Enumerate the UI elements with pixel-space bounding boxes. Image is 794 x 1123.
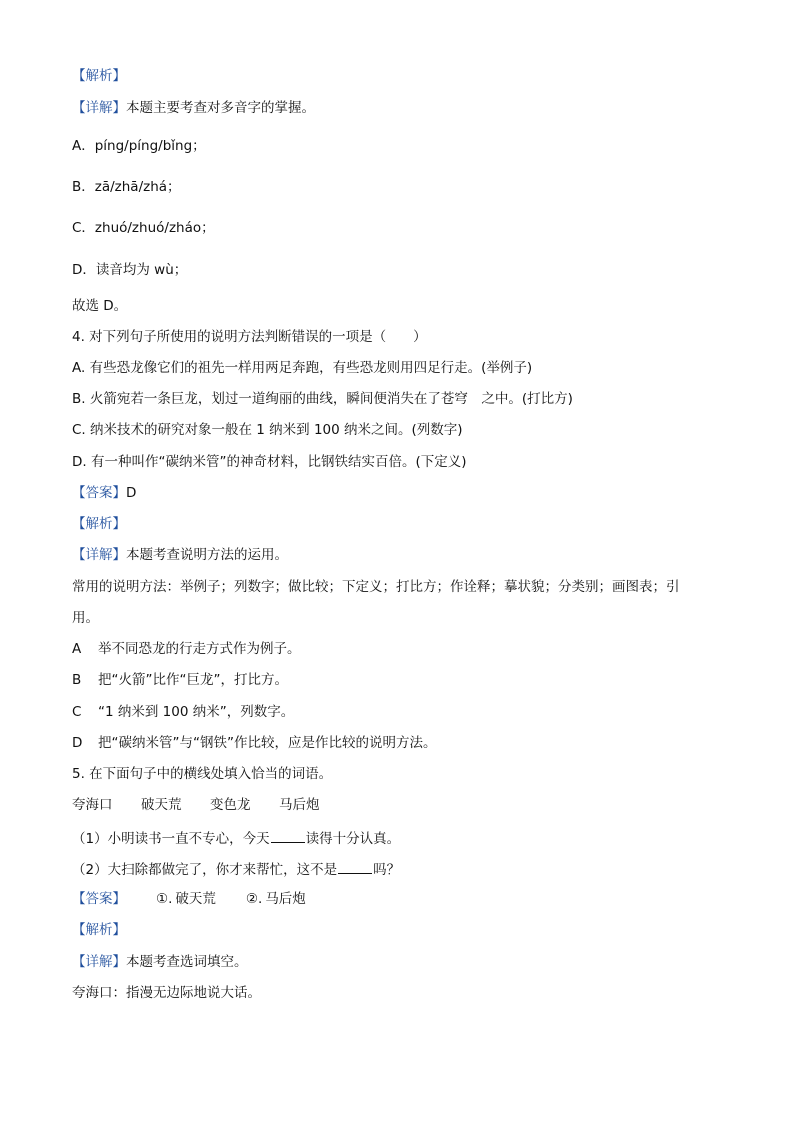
answer-tag: 【答案】	[72, 485, 126, 501]
q4-common-methods-line1: 常用的说明方法：举例子；列数字；做比较；下定义；打比方；作诠释；摹状貌；分类别；画图表；引	[72, 579, 680, 595]
fill-blank	[338, 859, 372, 874]
q4-explanation-a	[72, 640, 301, 658]
sentence-text: （1）小明读书一直不专心，今天	[72, 831, 270, 847]
detail-tag: 【详解】	[72, 547, 126, 563]
explanation-letter: B	[72, 672, 82, 688]
explanation-text: 把“火箭”比作“巨龙”，打比方。	[98, 672, 288, 688]
sentence-text: （2）大扫除都做完了，你才来帮忙，这不是	[72, 862, 338, 878]
q4-common-methods-line2: 用。	[72, 610, 99, 626]
answer-value: D	[126, 485, 137, 501]
q5-answer	[72, 890, 306, 908]
q3-conclusion: 故选 D。	[72, 298, 128, 314]
q4-analysis-heading	[72, 515, 126, 533]
q3-analysis-heading	[72, 67, 126, 85]
sentence-text: 吗？	[373, 862, 401, 878]
detail-tag: 【详解】	[72, 100, 126, 116]
q5-word-definition: 夸海口：指漫无边际地说大话。	[72, 985, 261, 1001]
answer-word: 马后炮	[265, 891, 306, 907]
q4-option-a: A. 有些恐龙像它们的祖先一样用两足奔跑，有些恐龙则用四足行走。(举例子)	[72, 360, 533, 376]
answer-tag: 【答案】	[72, 891, 126, 907]
q4-option-c: C. 纳米技术的研究对象一般在 1 纳米到 100 纳米之间。(列数字)	[72, 422, 463, 438]
word-option: 夸海口	[72, 797, 113, 813]
fill-blank	[271, 828, 305, 843]
detail-tag: 【详解】	[72, 954, 126, 970]
q4-option-b: B. 火箭宛若一条巨龙，划过一道绚丽的曲线，瞬间便消失在了苍穹 之中。(打比方)	[72, 391, 573, 407]
q3-option-b: B．zā/zhā/zhá；	[72, 179, 181, 195]
q4-answer	[72, 484, 136, 502]
answer-mark: ②.	[245, 891, 263, 907]
q4-option-d: D. 有一种叫作“碳纳米管”的神奇材料，比钢铁结实百倍。(下定义)	[72, 454, 467, 470]
q3-option-d: D．读音均为 wù；	[72, 262, 188, 278]
q4-explanation-d	[72, 734, 436, 752]
q3-detail	[72, 99, 315, 117]
explanation-text: 把“碳纳米管”与“钢铁”作比较，应是作比较的说明方法。	[98, 735, 437, 751]
q5-stem: 5. 在下面句子中的横线处填入恰当的词语。	[72, 766, 333, 782]
q5-analysis-heading	[72, 921, 126, 939]
explanation-text: 举不同恐龙的行走方式作为例子。	[98, 641, 301, 657]
q5-word-bank	[72, 796, 320, 814]
word-option: 马后炮	[279, 797, 320, 813]
analysis-tag: 【解析】	[72, 68, 126, 84]
q5-sentence-2	[72, 859, 400, 877]
explanation-letter: A	[72, 641, 82, 657]
q4-explanation-b	[72, 671, 288, 689]
explanation-letter: D	[72, 735, 83, 751]
detail-text: 本题考查选词填空。	[126, 954, 248, 970]
answer-mark: ①.	[156, 891, 173, 907]
detail-text: 本题主要考查对多音字的掌握。	[126, 100, 315, 116]
detail-text: 本题考查说明方法的运用。	[126, 547, 288, 563]
answer-word: 破天荒	[175, 891, 216, 907]
explanation-letter: C	[72, 704, 82, 720]
q3-option-c: C．zhuó/zhuó/zháo；	[72, 220, 215, 236]
q4-explanation-c	[72, 703, 294, 721]
q4-stem: 4. 对下列句子所使用的说明方法判断错误的一项是（ ）	[72, 329, 427, 345]
analysis-tag: 【解析】	[72, 516, 126, 532]
sentence-text: 读得十分认真。	[305, 831, 401, 847]
q3-option-a: A．píng/píng/bǐng；	[72, 138, 206, 154]
word-option: 变色龙	[210, 797, 251, 813]
q5-sentence-1	[72, 828, 400, 846]
word-option: 破天荒	[141, 797, 182, 813]
q5-detail	[72, 953, 248, 971]
q4-detail	[72, 546, 288, 564]
analysis-tag: 【解析】	[72, 922, 126, 938]
explanation-text: “1 纳米到 100 纳米”，列数字。	[98, 704, 295, 720]
